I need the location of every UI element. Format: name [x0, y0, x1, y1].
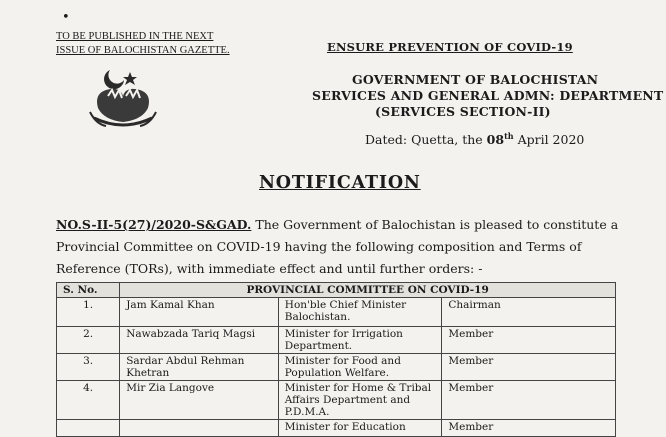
section-heading: (SERVICES SECTION-II) [375, 104, 551, 119]
row-name: Mir Zia Langove [120, 381, 279, 420]
row-designation: Minister for Home & Tribal Affairs Department and P.D.M.A. [278, 381, 442, 420]
row-sno: 1. [57, 298, 120, 327]
gazette-line-2: ISSUE OF BALOCHISTAN GAZETTE. [56, 45, 230, 56]
dated-ordinal: th [504, 131, 514, 141]
row-name: Jam Kamal Khan [120, 298, 279, 327]
committee-table [56, 282, 616, 437]
row-status: Member [442, 381, 616, 420]
government-heading: GOVERNMENT OF BALOCHISTAN [352, 72, 599, 87]
row-designation: Minister for Education [278, 420, 442, 437]
dated-day: 08 [486, 132, 505, 148]
column-header-sno: S. No. [57, 283, 120, 298]
table-row [57, 327, 616, 354]
row-name [120, 420, 279, 437]
row-sno: 3. [57, 354, 120, 381]
row-status: Member [442, 420, 616, 437]
dated-prefix: Dated: Quetta, the [365, 132, 487, 148]
row-status: Chairman [442, 298, 616, 327]
row-name: Nawabzada Tariq Magsi [120, 327, 279, 354]
gazette-note [56, 30, 230, 58]
ensure-prevention-heading: ENSURE PREVENTION OF COVID-19 [327, 40, 573, 54]
row-designation: Minister for Irrigation Department. [278, 327, 442, 354]
table-row [57, 298, 616, 327]
paragraph-text: The Government of Balochistan is pleased to constitute a Provincial Committee on COVID-19 having the following composition and Terms of Reference (TORs), with immediate effect and until further orders: - [56, 217, 619, 276]
row-sno: 4. [57, 381, 120, 420]
row-status: Member [442, 327, 616, 354]
page-mark: • [62, 10, 70, 25]
reference-number: NO.S-II-5(27)/2020-S&GAD. [56, 217, 252, 232]
dated-suffix: April 2020 [513, 132, 585, 148]
row-designation: Minister for Food and Population Welfare. [278, 354, 442, 381]
balochistan-emblem-icon [86, 66, 160, 130]
page-title: NOTIFICATION [259, 173, 421, 193]
department-heading: SERVICES AND GENERAL ADMN: DEPARTMENT [312, 88, 664, 103]
row-sno [57, 420, 120, 437]
table-title: PROVINCIAL COMMITTEE ON COVID-19 [120, 283, 616, 298]
table-row [57, 381, 616, 420]
table-row [57, 354, 616, 381]
row-name: Sardar Abdul Rehman Khetran [120, 354, 279, 381]
notification-paragraph [56, 214, 626, 280]
dated-line [365, 131, 584, 147]
row-status: Member [442, 354, 616, 381]
gazette-line-1: TO BE PUBLISHED IN THE NEXT [56, 31, 214, 42]
row-sno: 2. [57, 327, 120, 354]
table-row [57, 420, 616, 437]
row-designation: Hon'ble Chief Minister Balochistan. [278, 298, 442, 327]
